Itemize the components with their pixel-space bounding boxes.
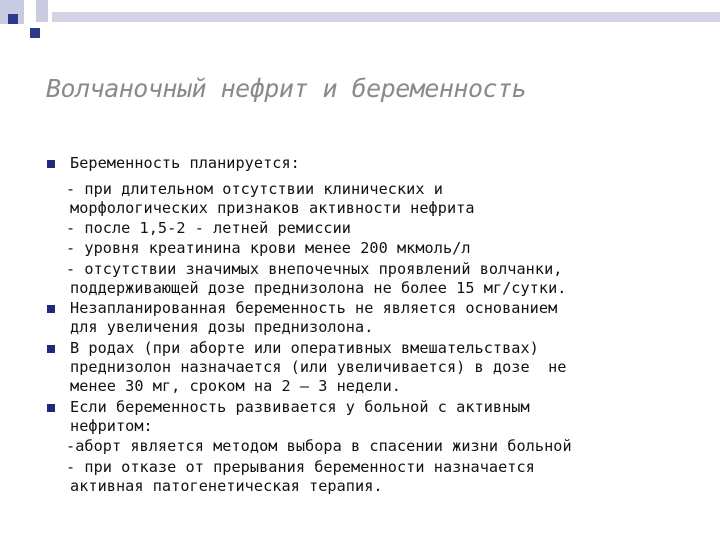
- text-line: - при длительном отсутствии клинических и: [66, 180, 443, 198]
- text-line: - после 1,5-2 - летней ремиссии: [66, 219, 352, 237]
- text-line: - при отказе от прерывания беременности назначается: [66, 458, 535, 476]
- text-line: Если беременность развивается у больной с активным: [70, 398, 530, 416]
- text-line: нефритом:: [70, 417, 153, 435]
- text-line: активная патогенетическая терапия.: [70, 477, 383, 495]
- text-line: В родах (при аборте или оперативных вмешательствах): [70, 339, 539, 357]
- slide-title: Волчаночный нефрит и беременность: [46, 74, 527, 103]
- text-line: поддерживающей дозе преднизолона не более 15 мг/сутки.: [70, 279, 567, 297]
- bullet-marker: [47, 160, 55, 168]
- text-line: - уровня креатинина крови менее 200 мкмоль/л: [66, 239, 471, 257]
- text-line: морфологических признаков активности нефрита: [70, 199, 475, 217]
- bullet-marker: [47, 404, 55, 412]
- text-line: преднизолон назначается (или увеличивается) в дозе не: [70, 358, 567, 376]
- text-line: для увеличения дозы преднизолона.: [70, 318, 374, 336]
- text-line: Беременность планируется:: [70, 154, 300, 172]
- bullet-marker: [47, 345, 55, 353]
- text-line: -аборт является методом выбора в спасении жизни больной: [66, 437, 572, 455]
- text-line: - отсутствии значимых внепочечных проявлений волчанки,: [66, 260, 563, 278]
- text-line: менее 30 мг, сроком на 2 – 3 недели.: [70, 377, 401, 395]
- text-line: Незапланированная беременность не является основанием: [70, 299, 558, 317]
- bullet-marker: [47, 305, 55, 313]
